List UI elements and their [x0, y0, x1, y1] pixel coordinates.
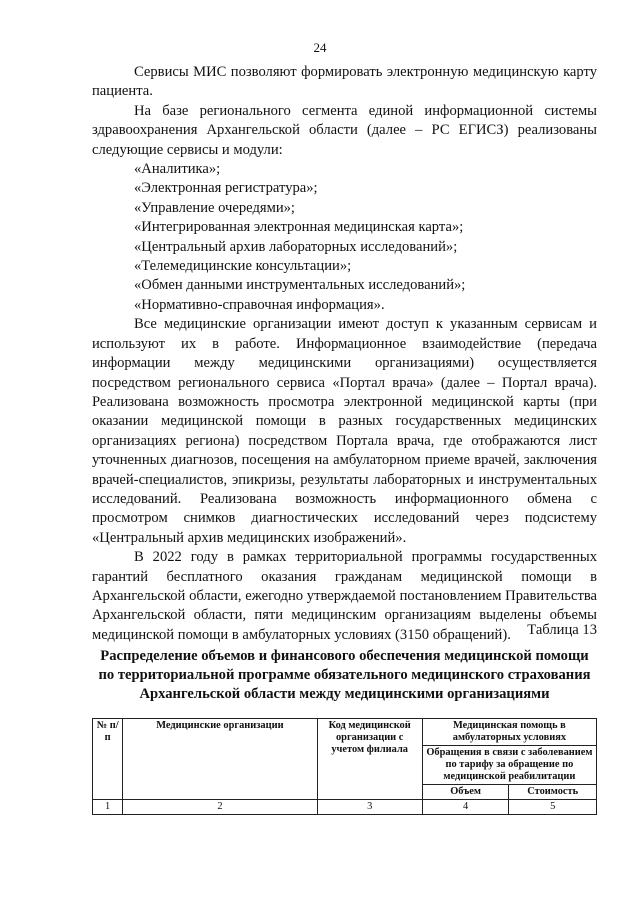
distribution-table [92, 718, 597, 815]
table-header-row [93, 719, 597, 746]
module-item: «Обмен данными инструментальных исследований»; [134, 277, 466, 294]
module-item: «Электронная регистратура»; [134, 180, 318, 197]
table-title: Распределение объемов и финансового обеспечения медицинской помощи по территориальной программе обязательного медицинского страхования Архангельской области между медицинскими организациями [98, 648, 591, 702]
header-org: Медицинские организации [123, 719, 317, 800]
module-item: «Центральный архив лабораторных исследований»; [134, 238, 458, 255]
paragraph-mis-services: Сервисы МИС позволяют формировать электронную медицинскую карту пациента. [92, 64, 597, 100]
distribution-table-wrapper [92, 718, 597, 815]
header-outpatient: Медицинская помощь в амбулаторных условиях [422, 719, 596, 746]
column-number-cell: 4 [422, 800, 509, 815]
module-item: «Управление очередями»; [134, 199, 295, 216]
module-item: «Аналитика»; [134, 161, 221, 178]
module-item: «Интегрированная электронная медицинская карта»; [134, 219, 464, 236]
header-code: Код медицинской организации с учетом филиала [317, 719, 422, 800]
body-text [92, 63, 597, 645]
module-item: «Нормативно-справочная информация». [134, 296, 385, 313]
column-number-cell: 2 [123, 800, 317, 815]
column-number-cell: 5 [509, 800, 597, 815]
column-number-cell: 3 [317, 800, 422, 815]
table-row [93, 800, 597, 815]
column-number-cell: 1 [93, 800, 123, 815]
page-number: 24 [313, 40, 327, 55]
paragraph-portal: Все медицинские организации имеют доступ к указанным сервисам и используют их в работе. Информационное взаимодействие (передача информации между медицинскими организациями) осуществляется посредством регионального сервиса «Портал врача» (далее – Портал врача). Реализована возможность просмотра электронной медицинской карты (при оказании медицинской помощи в разных государственных медицинских организациях региона) посредством Портала врача, где отображаются лист уточненных диагнозов, посещения на амбулаторном приеме врачей, заключения врачей-специалистов, эпикризы, результаты лабораторных и инструментальных исследований. Реализована возможность информационного обмена с просмотром снимков диагностических исследований через подсистему «Центральный архив медицинских изображений». [92, 316, 597, 546]
paragraph-regional-segment: На базе регионального сегмента единой информационной системы здравоохранения Архангельской области (далее – РС ЕГИСЗ) реализованы следующие сервисы и модули: [92, 102, 597, 158]
header-volume: Объем [422, 785, 509, 800]
module-item: «Телемедицинские консультации»; [134, 258, 352, 275]
table-caption: Таблица 13 [527, 622, 597, 638]
header-num: № п/п [93, 719, 123, 800]
header-rehab: Обращения в связи с заболеванием по тарифу за обращение по медицинской реабилитации [422, 746, 596, 785]
header-cost: Стоимость [509, 785, 597, 800]
paragraph-2022-program: В 2022 году в рамках территориальной программы государственных гарантий бесплатного оказания гражданам медицинской помощи в Архангельской области, ежегодно утверждаемой постановлением Правительства Архангельской области, пяти медицинским организациям выделены объемы медицинской помощи в амбулаторных условиях (3150 обращений). [92, 549, 597, 643]
